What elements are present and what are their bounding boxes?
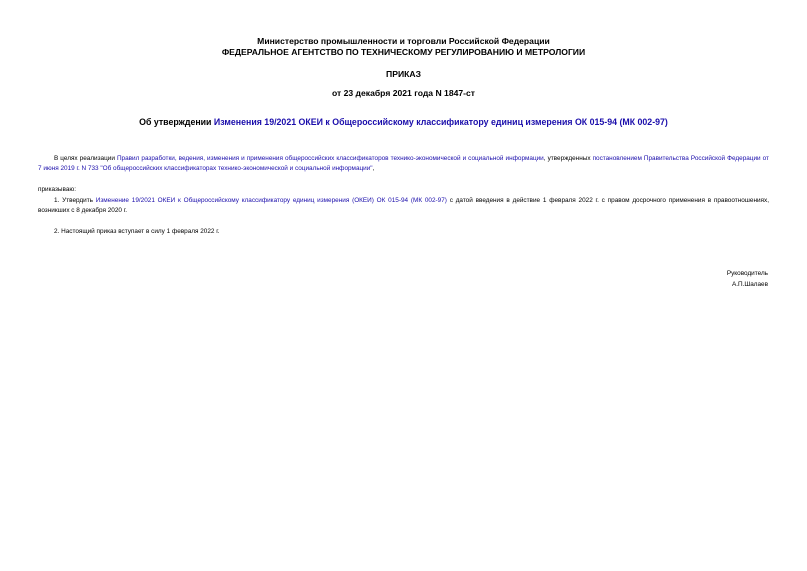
item1-text-2: с датой введения в действие 1 февраля 2022 г. с правом досрочного применения в правоотношениях, возникших с 8 декабря 2020 г. [38,197,769,215]
rules-link[interactable]: Правил разработки, ведения, изменения и применения общероссийских классификаторов технико-экономической и социальной информации [116,155,544,162]
title-prefix: Об утверждении [139,117,214,127]
title-amendment-link[interactable]: Изменения 19/2021 ОКЕИ к Общероссийскому классификатору единиц измерения ОК 015-94 (МК 002-97) [213,117,668,127]
order-word: приказываю: [38,186,76,193]
signature-role: Руководитель [726,270,768,277]
order-item-1 [38,196,769,216]
document-title [0,116,807,128]
document-type: ПРИКАЗ [386,69,421,79]
agency-name: ФЕДЕРАЛЬНОЕ АГЕНТСТВО ПО ТЕХНИЧЕСКОМУ РЕГУЛИРОВАНИЮ И МЕТРОЛОГИИ [221,47,586,57]
preamble-text-2: , утвержденных [543,155,593,162]
preamble-text-3: , [372,165,375,173]
signature-name: А.П.Шалаев [731,281,768,288]
ministry-name: Министерство промышленности и торговли Российской Федерации [257,36,550,46]
document-date-number: от 23 декабря 2021 года N 1847-ст [331,88,476,98]
item1-text-1: 1. Утвердить [54,197,96,204]
government-decree-link[interactable]: постановлением Правительства Российской Федерации от 7 июня 2019 г. N 733 "Об общероссийских классификаторах технико-экономической и социальной информации" [38,155,769,173]
amendment-link[interactable]: Изменение 19/2021 ОКЕИ к Общероссийскому классификатору единиц измерения (ОКЕИ) ОК 015-94 (МК 002-97) [95,197,447,204]
preamble-paragraph [38,154,769,174]
order-item-2: 2. Настоящий приказ вступает в силу 1 февраля 2022 г. [54,228,220,235]
preamble-text-1: В целях реализации [54,155,117,162]
